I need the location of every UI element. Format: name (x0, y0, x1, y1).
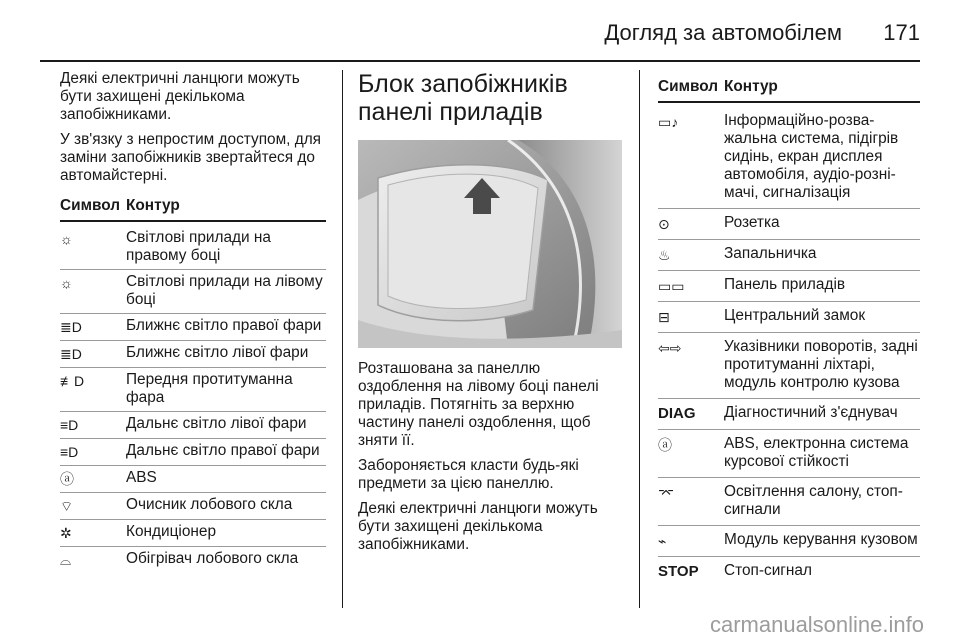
fuse-table (60, 226, 326, 573)
wiper-icon: ⌔ (60, 498, 74, 514)
header-contour: Контур (126, 197, 180, 214)
contour-text: Передня протитуманна фара (126, 371, 293, 406)
fuse-table (658, 107, 920, 587)
warning-paragraph: Забороняється класти будь-які предмети за цією панеллю. (358, 457, 579, 492)
table-row (658, 557, 920, 587)
front-fog-light-icon: ≢D (60, 373, 85, 389)
contour-text: Ближнє світло лівої фари (126, 344, 309, 361)
table-row (60, 226, 326, 270)
stop-label: STOP (658, 563, 699, 580)
high-beam-right-icon: ≡D (60, 444, 79, 460)
side-light-right-icon: ☼ (60, 231, 73, 247)
high-beam-left-icon: ≡D (60, 417, 79, 433)
cigarette-lighter-icon: ♨ (658, 247, 671, 263)
fuse-panel-photo (358, 140, 622, 348)
contour-text: Ближнє світло правої фари (126, 317, 322, 334)
contour-text: Обігрівач лобового скла (126, 550, 299, 567)
low-beam-right-icon: ≣D (60, 319, 82, 335)
abs-icon: ⓐ (60, 471, 74, 487)
table-row (658, 430, 920, 478)
table-row (658, 271, 920, 302)
table-row (60, 439, 326, 466)
table-row (658, 240, 920, 271)
contour-text: Очисник лобового скла (126, 496, 293, 513)
contour-text: Дальнє світло лівої фари (126, 415, 307, 432)
abs-icon: ⓐ (658, 437, 672, 453)
table-row (658, 333, 920, 399)
header-divider (40, 60, 920, 62)
contour-text: Центральний замок (724, 307, 866, 324)
section-title: Блок запобіжників панелі приладів (358, 70, 568, 126)
column-divider (342, 70, 343, 608)
table-row (658, 302, 920, 333)
contour-text: Дальнє світло правої фари (126, 442, 320, 459)
contour-text: Указівники поворотів, задні протитуманні ліхтарі, модуль контролю кузова (724, 338, 918, 391)
description-paragraph: Розташована за панеллю оздоблення на лівому боці панелі приладів. Потягніть за верхню частину панелі оздоблення, щоб зняти її. (358, 360, 599, 449)
table-row (60, 547, 326, 573)
contour-text: Освітлення салону, стоп-сигнали (724, 483, 903, 518)
table-row (60, 493, 326, 520)
contour-text: Модуль керування кузовом (724, 531, 918, 548)
instrument-panel-icon: ▭▭ (658, 278, 685, 294)
contour-text: Розетка (724, 214, 780, 231)
header-contour: Контур (724, 78, 778, 95)
contour-text: Світлові прилади на правому боці (126, 229, 271, 264)
body-control-module-icon: ⌁ (658, 533, 667, 549)
contour-text: Світлові прилади на лівому боці (126, 273, 323, 308)
page-title: Догляд за автомобілем (604, 20, 842, 45)
page-number: 171 (883, 20, 920, 45)
table-row (60, 412, 326, 439)
turn-signal-icon: ⇦⇨ (658, 340, 682, 356)
low-beam-left-icon: ≣D (60, 346, 82, 362)
contour-text: Панель приладів (724, 276, 846, 293)
intro-paragraph: Деякі електричні ланцюги можуть бути захищені декількома запобіжниками. (60, 70, 300, 123)
header-symbol: Символ (658, 78, 719, 95)
contour-text: Стоп-сигнал (724, 562, 812, 579)
contour-text: Запальничка (724, 245, 817, 262)
fuse-panel-photo-graphic (358, 140, 622, 348)
left-column (60, 70, 326, 612)
table-row (658, 107, 920, 209)
note-paragraph: Деякі електричні ланцюги можуть бути захищені декількома запобіжниками. (358, 500, 598, 553)
infotainment-icon: ▭♪ (658, 114, 679, 130)
table-row (60, 520, 326, 547)
watermark: carmanualsonline.info (709, 612, 924, 637)
intro-paragraph: У зв'язку з непростим доступом, для заміни запобіжників звертайтеся до автомайстерні. (60, 131, 322, 184)
table-row (60, 314, 326, 341)
interior-light-icon: ⌤ (658, 485, 675, 501)
table-row (60, 466, 326, 493)
table-row (60, 270, 326, 314)
power-outlet-icon: ⊙ (658, 216, 670, 232)
contour-text: Інформаційно-розва-жальна система, підігрів сидінь, екран дисплея автомобіля, аудіо-розні-мачі, сигналізація (724, 112, 899, 201)
middle-column (358, 70, 622, 612)
fuse-table-header (60, 197, 326, 222)
page-header (40, 14, 920, 54)
header-symbol: Символ (60, 197, 121, 214)
windshield-heater-icon: ⌓ (60, 552, 72, 568)
fuse-table-header (658, 78, 920, 103)
side-light-left-icon: ☼ (60, 275, 73, 291)
contour-text: ABS (126, 469, 157, 486)
table-row (658, 526, 920, 557)
central-lock-icon: ⊟ (658, 309, 670, 325)
table-row (658, 209, 920, 240)
table-row (60, 341, 326, 368)
contour-text: Кондиціонер (126, 523, 217, 540)
diag-label: DIAG (658, 405, 696, 422)
contour-text: ABS, електронна система курсової стійкості (724, 435, 909, 470)
air-conditioning-icon: ✲ (60, 525, 72, 541)
table-row (658, 478, 920, 526)
contour-text: Діагностичний з'єднувач (724, 404, 898, 421)
table-row (658, 399, 920, 430)
right-column (658, 78, 920, 612)
column-divider (639, 70, 640, 608)
table-row (60, 368, 326, 412)
